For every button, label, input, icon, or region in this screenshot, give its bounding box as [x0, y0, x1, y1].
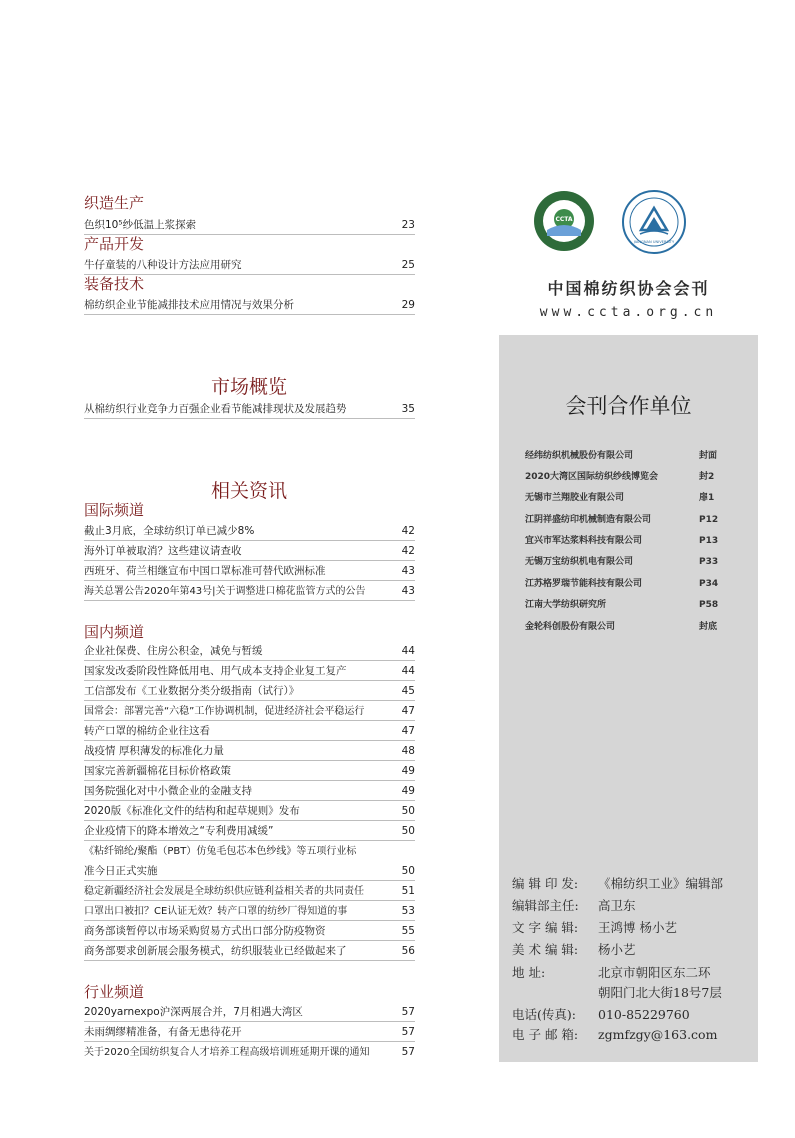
toc-title: 关于2020全国纺织复合人才培养工程高级培训班延期开课的通知	[84, 1047, 370, 1058]
cooperation-page: 封底	[699, 622, 718, 632]
cooperation-item	[525, 617, 733, 638]
editorial-value[interactable]: zgmfzgy@163.com	[598, 1027, 718, 1042]
toc-entry[interactable]	[84, 401, 415, 419]
editorial-value: 杨小艺	[598, 942, 636, 957]
toc-title: 国常会：部署完善“六稳”工作协调机制，促进经济社会平稳运行	[84, 706, 365, 717]
cooperation-item	[525, 595, 733, 616]
cooperation-name: 江苏格罗瑞节能科技有限公司	[525, 579, 643, 589]
editorial-line	[512, 896, 636, 916]
editorial-line	[512, 918, 677, 938]
toc-title: 截止3月底，全球纺织订单已减少8%	[84, 525, 255, 537]
subsection-heading-domestic: 国内频道	[84, 623, 145, 641]
toc-page: 42	[401, 545, 415, 557]
masthead-org-name: 中国棉纺织协会会刊	[547, 279, 710, 298]
cooperation-name: 无锡万宝纺织机电有限公司	[525, 557, 634, 567]
toc-entry[interactable]	[84, 217, 415, 235]
toc-entry[interactable]	[84, 923, 415, 941]
toc-page: 25	[401, 259, 415, 271]
toc-page: 45	[401, 685, 415, 697]
editorial-key: 地 址:	[512, 965, 546, 980]
toc-entry[interactable]	[84, 523, 415, 541]
toc-page: 51	[401, 885, 415, 897]
cooperation-item	[525, 510, 733, 531]
cooperation-item	[525, 531, 733, 552]
editorial-line	[512, 983, 722, 1003]
cooperation-page: P58	[699, 600, 719, 610]
toc-page: 43	[401, 565, 415, 577]
toc-entry[interactable]	[84, 563, 415, 581]
toc-page: 55	[401, 925, 415, 937]
subsection-heading-international: 国际频道	[84, 501, 145, 519]
cooperation-item	[525, 446, 733, 467]
toc-title: 未雨绸缪精准备，有备无患待花开	[84, 1026, 242, 1038]
toc-entry[interactable]	[84, 803, 415, 821]
toc-page: 57	[401, 1046, 415, 1058]
toc-page: 49	[401, 765, 415, 777]
toc-entry[interactable]	[84, 743, 415, 761]
toc-title: 棉纺织企业节能减排技术应用情况与效果分析	[84, 299, 294, 311]
subsection-heading-industry: 行业频道	[84, 983, 145, 1001]
section-heading-product: 产品开发	[84, 235, 145, 253]
toc-page: 43	[401, 585, 415, 597]
toc-page: 50	[401, 865, 415, 877]
editorial-value: 王鸿博 杨小艺	[598, 920, 677, 935]
cooperation-page: P13	[699, 536, 719, 546]
editorial-value: 高卫东	[598, 898, 636, 913]
toc-title: 国家完善新疆棉花目标价格政策	[84, 765, 231, 777]
toc-entry[interactable]	[84, 843, 415, 860]
editorial-key: 编 辑 印 发:	[512, 876, 579, 891]
editorial-value: 010-85229760	[598, 1007, 690, 1022]
toc-title: 准今日正式实施	[84, 865, 158, 877]
toc-page: 57	[401, 1006, 415, 1018]
toc-entry[interactable]	[84, 763, 415, 781]
toc-page: 44	[401, 645, 415, 657]
cooperation-title: 会刊合作单位	[565, 394, 692, 418]
toc-title: 口罩出口被扣？CE认证无效？转产口罩的纺纱厂得知道的事	[84, 906, 348, 917]
cooperation-page: 封2	[699, 472, 715, 482]
toc-title: 工信部发布《工业数据分类分级指南（试行）》	[84, 685, 300, 697]
toc-page: 35	[401, 403, 415, 415]
jiangnan-university-logo-icon	[622, 190, 686, 254]
cooperation-item	[525, 574, 733, 595]
section-heading-news: 相关资讯	[210, 480, 287, 502]
section-heading-equipment: 装备技术	[84, 275, 145, 293]
editorial-key: 编辑部主任:	[512, 898, 579, 913]
editorial-key: 电 子 邮 箱:	[512, 1027, 579, 1042]
cooperation-name: 金轮科创股份有限公司	[525, 622, 616, 632]
toc-page: 50	[401, 825, 415, 837]
toc-page: 49	[401, 785, 415, 797]
toc-page: 47	[401, 725, 415, 737]
section-heading-weaving: 织造生产	[84, 194, 145, 212]
toc-entry[interactable]	[84, 723, 415, 741]
toc-title: 海外订单被取消？这些建议请查收	[84, 545, 242, 557]
ccta-logo-icon	[533, 190, 595, 252]
toc-entry[interactable]	[84, 943, 415, 961]
editorial-line	[512, 874, 723, 894]
cooperation-name: 经纬纺织机械股份有限公司	[525, 451, 634, 461]
toc-entry[interactable]	[84, 703, 415, 721]
cooperation-name: 无锡市兰翔胶业有限公司	[525, 493, 625, 503]
toc-title: 战疫情 厚积薄发的标准化力量	[84, 745, 224, 757]
editorial-value: 朝阳门北大街18号7层	[598, 985, 722, 1000]
toc-entry[interactable]	[84, 643, 415, 661]
editorial-key: 电话(传真):	[512, 1007, 576, 1022]
cooperation-item	[525, 488, 733, 509]
cooperation-page: P33	[699, 557, 719, 567]
toc-entry[interactable]	[84, 257, 415, 275]
toc-entry[interactable]	[84, 297, 415, 315]
toc-entry[interactable]	[84, 543, 415, 561]
editorial-value: 北京市朝阳区东二环	[598, 965, 711, 980]
cooperation-name: 江阴祥盛纺印机械制造有限公司	[525, 515, 652, 525]
toc-title: 2020yarnexpo沪深两展合并，7月相遇大湾区	[84, 1006, 303, 1018]
toc-title: 色织10⁵纱低温上浆探索	[84, 219, 197, 231]
editorial-line	[512, 1025, 717, 1045]
toc-entry[interactable]	[84, 663, 415, 681]
cooperation-item	[525, 467, 733, 488]
cooperation-page: 扉1	[699, 493, 715, 503]
toc-page: 29	[401, 299, 415, 311]
toc-title: 2020版《标准化文件的结构和起草规则》发布	[84, 805, 300, 817]
editorial-line	[512, 940, 636, 960]
toc-title: 国务院强化对中小微企业的金融支持	[84, 785, 252, 797]
editorial-key: 美 术 编 辑:	[512, 942, 579, 957]
masthead-url[interactable]: www.ccta.org.cn	[539, 305, 718, 320]
toc-title: 国家发改委阶段性降低用电、用气成本支持企业复工复产	[84, 665, 347, 677]
cooperation-item	[525, 552, 733, 573]
cooperation-page: P34	[699, 579, 719, 589]
cooperation-name: 宜兴市军达浆料科技有限公司	[525, 536, 643, 546]
cooperation-page: P12	[699, 515, 719, 525]
toc-page: 42	[401, 525, 415, 537]
cooperation-name: 江南大学纺织研究所	[525, 600, 607, 610]
toc-page: 23	[401, 219, 415, 231]
toc-title: 稳定新疆经济社会发展是全球纺织供应链利益相关者的共同责任	[84, 886, 364, 897]
svg-text:JIANGNAN UNIVERSITY: JIANGNAN UNIVERSITY	[633, 240, 675, 244]
toc-title: 海关总署公告2020年第43号|关于调整进口棉花监管方式的公告	[84, 586, 366, 597]
toc-title: 牛仔童装的八种设计方法应用研究	[84, 259, 242, 271]
toc-page: 50	[401, 805, 415, 817]
toc-entry[interactable]	[84, 683, 415, 701]
toc-title: 从棉纺织行业竞争力百强企业看节能减排现状及发展趋势	[84, 403, 347, 415]
toc-title: 商务部谈暂停以市场采购贸易方式出口部分防疫物资	[84, 925, 326, 937]
toc-page: 53	[401, 905, 415, 917]
toc-page: 47	[401, 705, 415, 717]
editorial-value: 《棉纺织工业》编辑部	[598, 876, 724, 891]
toc-entry[interactable]	[84, 903, 415, 921]
editorial-line	[512, 963, 711, 983]
toc-title: 企业社保费、住房公积金，减免与暂缓	[84, 645, 263, 657]
toc-title: 转产口罩的棉纺企业往这看	[84, 725, 210, 737]
editorial-line	[512, 1005, 690, 1025]
toc-page: 48	[401, 745, 415, 757]
toc-entry[interactable]	[84, 1024, 415, 1042]
toc-page: 57	[401, 1026, 415, 1038]
toc-title: 商务部要求创新展会服务模式，纺织服装业已经做起来了	[84, 945, 347, 957]
svg-text:CCTA: CCTA	[555, 216, 573, 223]
cooperation-page: 封面	[699, 451, 718, 461]
toc-page: 56	[401, 945, 415, 957]
editorial-key: 文 字 编 辑:	[512, 920, 579, 935]
toc-entry[interactable]	[84, 1044, 415, 1061]
toc-entry[interactable]	[84, 783, 415, 801]
toc-entry[interactable]	[84, 1004, 415, 1022]
toc-title: 西班牙、荷兰相继宣布中国口罩标准可替代欧洲标准	[84, 565, 326, 577]
toc-title: 《粘纤锦纶/聚酯（PBT）仿兔毛包芯本色纱线》等五项行业标	[84, 846, 357, 857]
cooperation-name: 2020大湾区国际纺织纱线博览会	[525, 472, 659, 482]
toc-entry[interactable]	[84, 863, 415, 881]
toc-title: 企业疫情下的降本增效之“专利费用减缓”	[84, 825, 274, 837]
toc-entry[interactable]	[84, 823, 415, 841]
toc-entry[interactable]	[84, 583, 415, 601]
toc-page: 44	[401, 665, 415, 677]
toc-entry[interactable]	[84, 883, 415, 901]
section-heading-market: 市场概览	[210, 376, 287, 398]
